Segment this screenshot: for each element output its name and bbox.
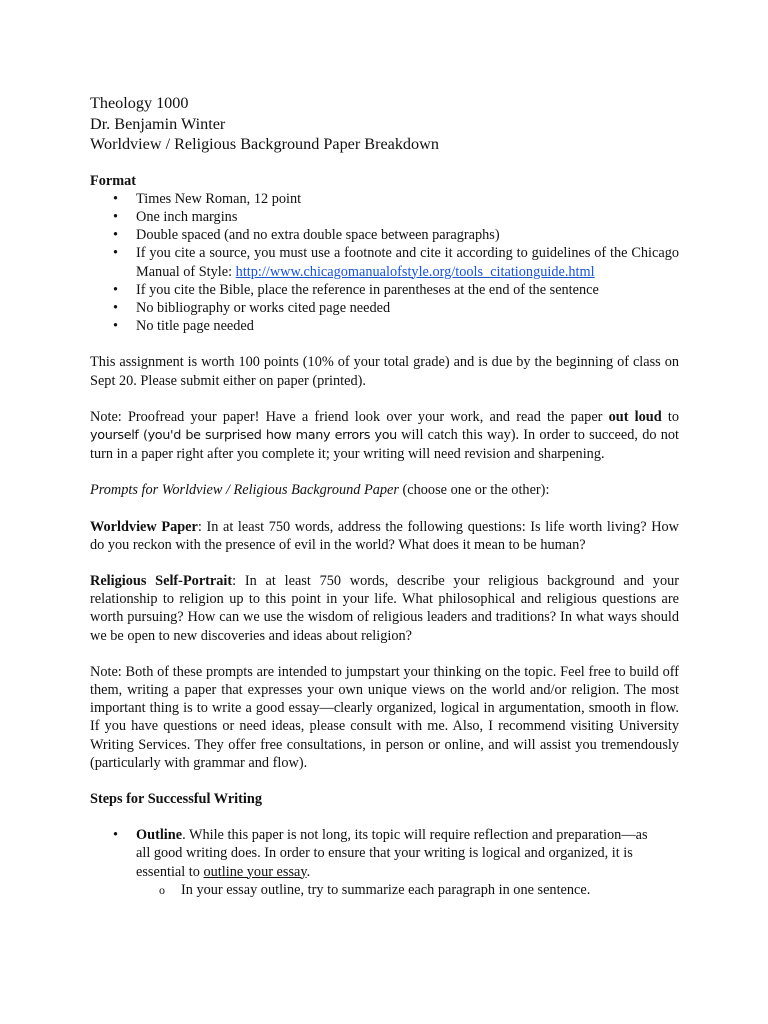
instructor-name: Dr. Benjamin Winter (90, 114, 226, 133)
outline-sublist (136, 881, 651, 899)
format-item: • If you cite the Bible, place the reference in parentheses at the end of the sentence (113, 281, 599, 298)
format-list (90, 190, 679, 336)
proofread-paragraph: Note: Proofread your paper! Have a friend look over your work, and read the paper out loud to yourself (you'd be surprised how many errors you will catch this way). In order to succeed, do not turn in a paper right after you complete it; your writing will need revision and sharpening. (90, 408, 679, 463)
document-page (90, 93, 679, 899)
outline-essay-underlined: outline your essay (203, 863, 307, 880)
course-name: Theology 1000 (90, 94, 189, 112)
steps-heading: Steps for Successful Writing (90, 790, 262, 807)
step-item-outline: • Outline. While this paper is not long, its topic will require reflection and preparation—as all good writing does. In order to ensure that your writing is logical and organized, it is essential to outline your essay. o In your essay outline, try to summarize each paragraph in one sentence. (90, 826, 679, 899)
prompts-intro: Prompts for Worldview / Religious Background Paper (choose one or the other): (90, 482, 550, 499)
bullet-icon: • (113, 299, 119, 316)
worldview-label: Worldview Paper (90, 518, 198, 535)
format-item: • If you cite a source, you must use a footnote and cite it according to guidelines of the Chicago Manual of Style: http://www.chicagomanualofstyle.org/tools_citationguide.html (113, 245, 679, 280)
outline-label: Outline (136, 827, 183, 844)
bullet-icon: • (113, 827, 119, 844)
document-title: Worldview / Religious Background Paper Breakdown (90, 135, 439, 153)
bullet-icon: • (113, 281, 119, 298)
bullet-icon: • (113, 227, 119, 244)
bullet-icon: • (113, 190, 119, 207)
format-item: • No bibliography or works cited page needed (113, 299, 391, 316)
steps-list (90, 826, 679, 899)
bullet-icon: • (113, 318, 119, 335)
chicago-manual-link[interactable]: http://www.chicagomanualofstyle.org/tools_citationguide.html (235, 263, 595, 280)
outline-sub-item: o In your essay outline, try to summarize each paragraph in one sentence. (159, 881, 591, 898)
assignment-paragraph: This assignment is worth 100 points (10% of your total grade) and is due by the beginning of class on Sept 20. Please submit either on paper (printed). (90, 354, 679, 389)
bullet-icon: • (113, 208, 119, 225)
format-heading: Format (90, 172, 137, 189)
worldview-prompt: Worldview Paper: In at least 750 words, address the following questions: Is life worth living? How do you reckon with the presence of evil in the world? What does it mean to be human? (90, 518, 679, 553)
self-portrait-label: Religious Self-Portrait (90, 572, 233, 589)
format-item: • No title page needed (113, 318, 254, 335)
format-item: • Times New Roman, 12 point (113, 190, 302, 207)
prompts-note-paragraph: Note: Both of these prompts are intended to jumpstart your thinking on the topic. Feel free to build off them, writing a paper that expresses your own unique views on the world and/or religion. The most important thing is to write a good essay—clearly organized, logical in argumentation, smooth in flow. If you have questions or need ideas, please consult with me. Also, I recommend visiting University Writing Services. They offer free consultations, in person or online, and will assist you tremendously (particularly with grammar and flow). (90, 663, 679, 771)
circle-bullet-icon: o (159, 882, 165, 897)
format-item: • Double spaced (and no extra double space between paragraphs) (113, 227, 500, 244)
format-item: • One inch margins (113, 208, 238, 225)
out-loud-emphasis: out loud (608, 408, 662, 425)
self-portrait-prompt: Religious Self-Portrait: In at least 750 words, describe your religious background and your relationship to religion up to this point in your life. What philosophical and religious questions are worth pursuing? How can we use the wisdom of religious leaders and traditions? In what ways should we be open to new discoveries and ideas about religion? (90, 572, 680, 644)
bullet-icon: • (113, 245, 119, 262)
